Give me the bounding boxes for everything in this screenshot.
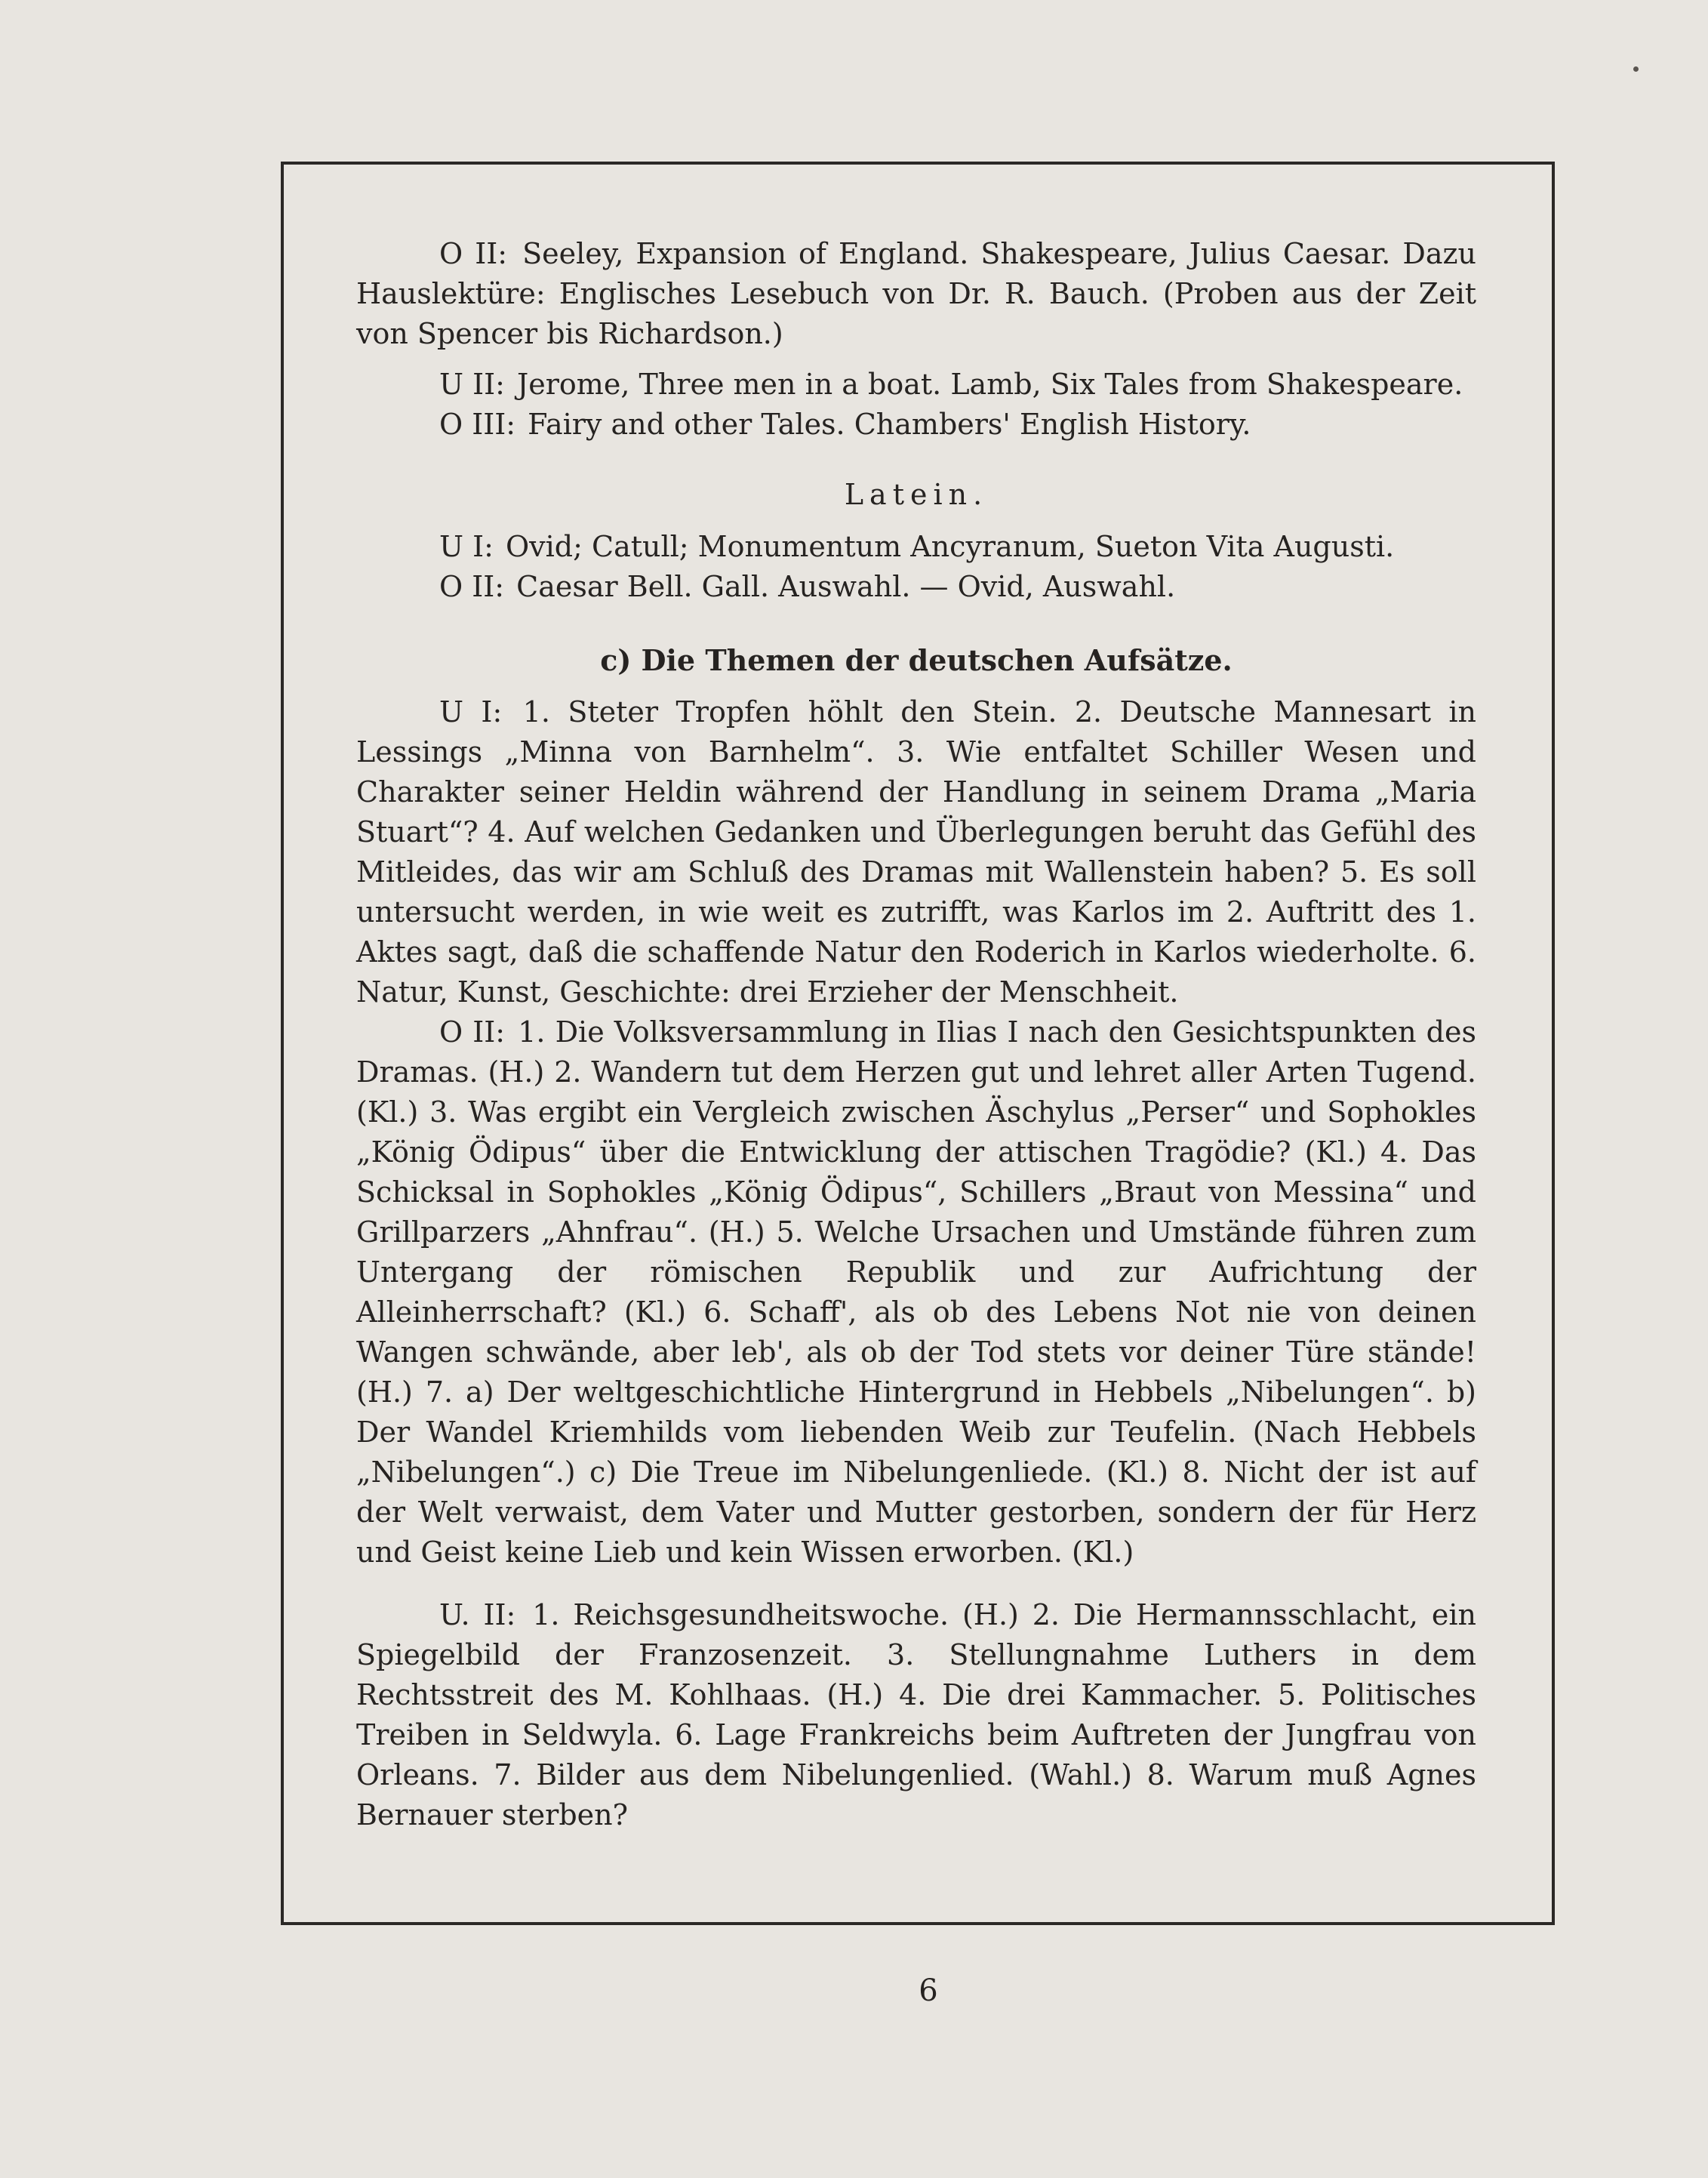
english-entry-u2 <box>356 365 1476 405</box>
class-label: U. II: <box>439 1598 516 1631</box>
entry-text: 1. Steter Tropfen höhlt den Stein. 2. Deutsche Mannesart in Lessings „Minna von Barnhelm“. 3. Wie entfaltet Schiller Wesen und Charakter seiner Heldin während der Handlung in seinem Drama „Maria Stuart“? 4. Auf welchen Gedanken und Überlegungen beruht das Gefühl des Mitleides, das wir am Schluß des Dramas mit Wallenstein haben? 5. Es soll untersucht werden, in wie weit es zutrifft, was Karlos im 2. Auftritt des 1. Aktes sagt, daß die schaffende Natur den Roderich in Karlos wiederholte. 6. Natur, Kunst, Geschichte: drei Erzieher der Menschheit. <box>356 695 1476 1009</box>
entry-text: Jerome, Three men in a boat. Lamb, Six Tales from Shakespeare. <box>517 368 1463 401</box>
class-label: O II: <box>439 237 508 270</box>
essays-heading: c) Die Themen der deutschen Aufsätze. <box>600 643 1233 677</box>
class-label: U I: <box>439 695 503 729</box>
entry-text: Seeley, Expansion of England. Shakespeare, Julius Caesar. Dazu Hauslektüre: Englisches Lesebuch von Dr. R. Bauch. (Proben aus der Zeit von Spencer bis Richardson.) <box>356 237 1476 350</box>
essay-entry-u2 <box>356 1595 1476 1835</box>
class-label: O III: <box>439 408 516 441</box>
class-label: U II: <box>439 368 505 401</box>
english-entry-o3 <box>356 405 1476 445</box>
entry-text: 1. Die Volksversammlung in Ilias I nach den Gesichtspunkten des Dramas. (H.) 2. Wandern tut dem Herzen gut und lehret aller Arten Tugend. (Kl.) 3. Was ergibt ein Vergleich zwischen Äschylus „Perser“ und Sophokles „König Ödipus“ über die Entwicklung der attischen Tragödie? (Kl.) 4. Das Schicksal in Sophokles „König Ödipus“, Schillers „Braut von Messina“ und Grillparzers „Ahnfrau“. (H.) 5. Welche Ursachen und Umstände führen zum Untergang der römischen Republik und zur Aufrichtung der Alleinherrschaft? (Kl.) 6. Schaff', als ob des Lebens Not nie von deinen Wangen schwände, aber leb', als ob der Tod stets vor deiner Türe stände! (H.) 7. a) Der weltgeschichtliche Hintergrund in Hebbels „Nibelungen“. b) Der Wandel Kriemhilds vom liebenden Weib zur Teufelin. (Nach Hebbels „Nibelungen“.) c) Die Treue im Nibelungenliede. (Kl.) 8. Nicht der ist auf der Welt verwaist, dem Vater und Mutter gestorben, sondern der für Herz und Geist keine Lieb und kein Wissen erworben. (Kl.) <box>356 1015 1476 1569</box>
page-number: 6 <box>919 1973 938 2008</box>
page-content <box>356 234 1476 1835</box>
latin-heading: Latein. <box>844 478 989 511</box>
entry-text: Caesar Bell. Gall. Auswahl. — Ovid, Auswahl. <box>516 570 1176 603</box>
latin-entry-u1 <box>356 527 1476 567</box>
paper-speck <box>1633 66 1639 72</box>
class-label: U I: <box>439 530 494 563</box>
entry-text: Fairy and other Tales. Chambers' English History. <box>528 408 1251 441</box>
essay-entry-u1 <box>356 692 1476 1012</box>
essay-entry-o2 <box>356 1012 1476 1573</box>
class-label: O II: <box>439 570 505 603</box>
entry-text: Ovid; Catull; Monumentum Ancyranum, Sueton Vita Augusti. <box>506 530 1395 563</box>
english-entry-o2 <box>356 234 1476 354</box>
page-frame <box>281 162 1555 1925</box>
entry-text: 1. Reichsgesundheitswoche. (H.) 2. Die Hermannsschlacht, ein Spiegelbild der Franzosenzeit. 3. Stellungnahme Luthers in dem Rechtsstreit des M. Kohlhaas. (H.) 4. Die drei Kammacher. 5. Politisches Treiben in Seldwyla. 6. Lage Frankreichs beim Auftreten der Jungfrau von Orleans. 7. Bilder aus dem Nibelungenlied. (Wahl.) 8. Warum muß Agnes Bernauer sterben? <box>356 1598 1476 1831</box>
class-label: O II: <box>439 1015 506 1049</box>
latin-entry-o2 <box>356 567 1476 607</box>
